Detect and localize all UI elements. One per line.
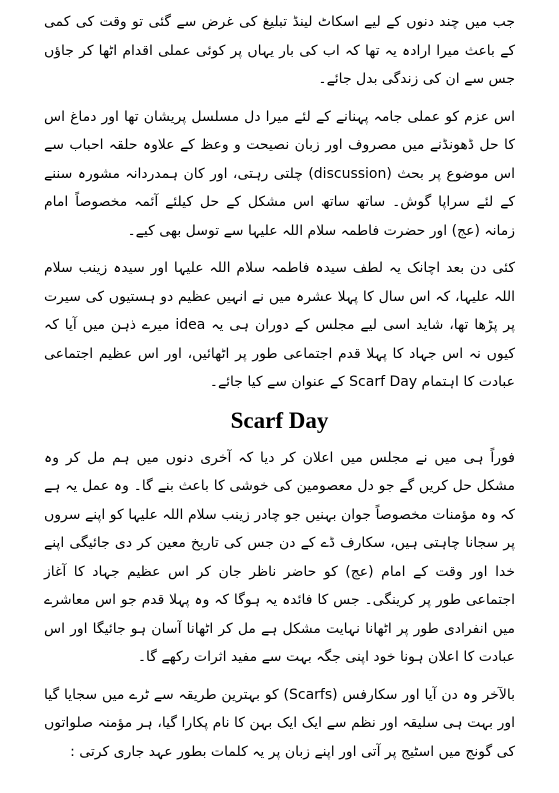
paragraph-scotland-visit (44, 8, 515, 94)
paragraph-text: فوراً ہی میں نے مجلس میں اعلان کر دیا کہ آخری دنوں میں ہم مل کر وہ مشکل حل کریں گے جو دل معصومین کی خوشی کا باعث بنے گا۔ وہ عمل یہ ہے کہ وہ مؤمنات مخصوصاً جوان بہنیں جو چادر زینب سلام اللہ علیہا کو اپنے سروں پر سجانا چاہتی ہیں، سکارف ڈے کے دن جس کی تاریخ معین کر دی جائیگی اپنے خدا اور وقت کے امام (عج) کو حاضر ناظر جان کر اس عظیم جہاد کا آغاز اجتماعی طور پر کرینگی۔ جس کا فائدہ یہ ہوگا کہ وہ پہلا قدم جو اس معاشرے میں انفرادی طور پر اٹھانا نہایت مشکل ہے مل کر اٹھانا آسان ہو جائیگا اور اس عبادت کا اعلان ہونا خود اپنی جگہ بہت سے مفید اثرات رکھے گا۔ (44, 449, 515, 665)
paragraph-ceremony (44, 681, 515, 767)
paragraph-text: بالآخر وہ دن آیا اور سکارفس (Scarfs) کو بہترین طریقہ سے ٹرے میں سجایا گیا اور بہت ہی سلیقہ اور نظم سے ایک ایک بہن کا نام پکارا گیا، ہر مؤمنہ صلواتوں کی گونج میں اسٹیج پر آتی اور اپنے زبان پر یہ کلمات بطور عہد جاری کرتی : (44, 686, 515, 760)
paragraph-text: اس عزم کو عملی جامہ پہنانے کے لئے میرا دل مسلسل پریشان تھا اور دماغ اس کا حل ڈھونڈنے میں مصروف اور زبان نصیحت و وعظ کے علاوہ حلقہ احباب سے اس موضوع پر بحث (discussion) چلتی رہتی، اور کان ہمدردانہ مشورہ سننے کے لئے سراپا گوش۔ ساتھ ساتھ اس مشکل کے حل کیلئے آئمہ مخصوصاً امام زمانہ (عج) اور حضرت فاطمہ سلام اللہ علیہا سے توسل بھی کیے۔ (44, 108, 515, 239)
paragraph-idea (44, 254, 515, 397)
paragraph-text: جب میں چند دنوں کے لیے اسکاٹ لینڈ تبلیغ کی غرض سے گئی تو وقت کی کمی کے باعث میرا ارادہ یہ تھا کہ اب کی بار یہاں پر کوئی عملی اقدام اٹھا کر جاؤں جس سے ان کی زندگی بدل جائے۔ (44, 14, 515, 87)
paragraph-text: کئی دن بعد اچانک یہ لطف سیدہ فاطمہ سلام اللہ علیہا اور سیدہ زینب سلام اللہ علیہا، کہ اس سال کا پہلا عشرہ میں نے انہیں عظیم دو ہستیوں کی سیرت پر پڑھا تھا، شاید اسی لیے مجلس کے دوران ہی یہ idea میرے ذہن میں آیا کہ کیوں نہ اس جہاد کا پہلا قدم اجتماعی طور پر اٹھائیں، اور اس عظیم اجتماعی عبادت کا اہتمام Scarf Day کے عنوان سے کیا جائے۔ (44, 260, 515, 390)
paragraph-resolve (44, 103, 515, 246)
section-heading: Scarf Day (230, 407, 329, 433)
paragraph-announcement (44, 444, 515, 672)
